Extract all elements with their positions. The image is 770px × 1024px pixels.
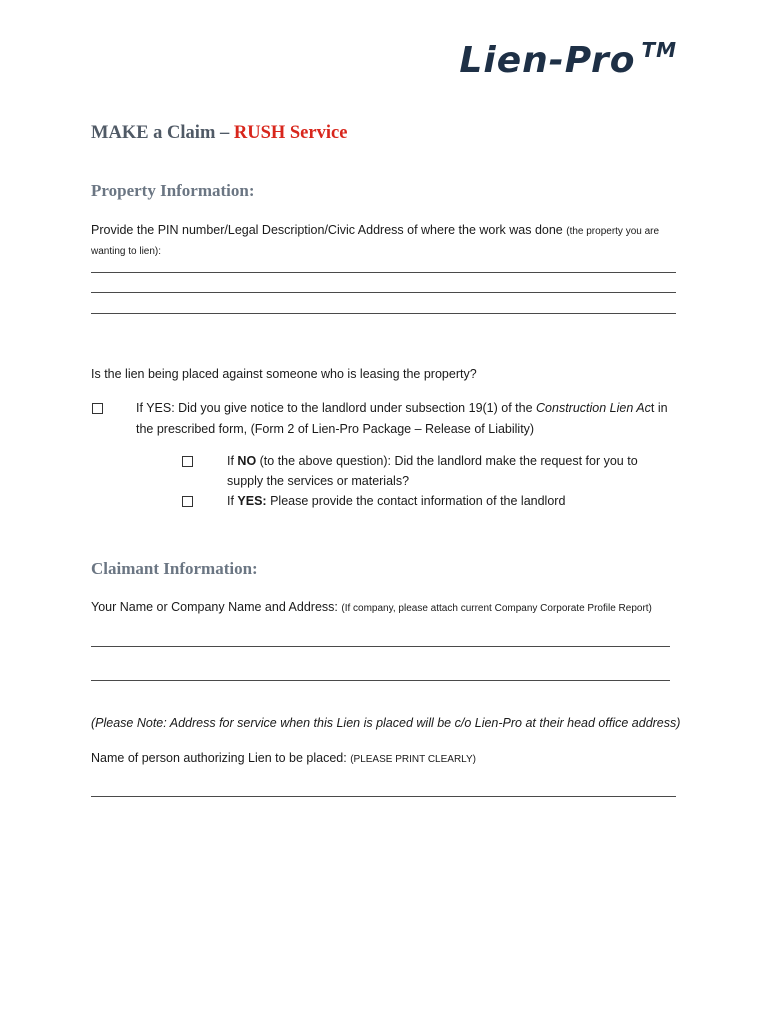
landlord-contact-text — [227, 491, 565, 511]
claimant-answer-line-2[interactable] — [91, 680, 670, 681]
no-pre: If — [227, 454, 238, 468]
no-bold: NO — [237, 454, 257, 468]
notice-text-pre: If YES: Did you give notice to the landlord under subsection 19(1) of the — [136, 401, 537, 415]
property-information-heading: Property Information: — [91, 181, 255, 200]
property-prompt-note: (the property you are — [566, 226, 660, 237]
property-answer-line-1[interactable] — [91, 272, 676, 273]
notice-given-checkbox[interactable] — [92, 403, 103, 414]
property-answer-line-3[interactable] — [91, 313, 676, 314]
print-clearly-note: (PLEASE PRINT CLEARLY) — [350, 754, 476, 765]
yes2-pre: If — [227, 494, 238, 508]
claimant-name-label-text: Your Name or Company Name and Address: — [91, 600, 342, 614]
page-title — [91, 123, 347, 144]
claimant-answer-line-1[interactable] — [91, 646, 670, 647]
title-prefix: MAKE a Claim – — [91, 123, 234, 143]
lien-pro-logo — [459, 40, 677, 90]
landlord-request-text-line2: supply the services or materials? — [227, 474, 410, 488]
notice-given-text-line2: the prescribed form, (Form 2 of Lien-Pro Package – Release of Liability) — [136, 422, 535, 436]
construction-lien-act-italic: Construction Lien Ac — [536, 401, 651, 415]
no-post: (to the above question): Did the landlord make the request for you to — [256, 454, 638, 468]
lease-question: Is the lien being placed against someone who is leasing the property? — [91, 367, 477, 381]
claimant-information-heading: Claimant Information: — [91, 559, 258, 578]
authorizing-person-label-text: Name of person authorizing Lien to be placed: — [91, 751, 351, 765]
landlord-request-checkbox[interactable] — [182, 456, 193, 467]
yes2-bold: YES: — [237, 494, 267, 508]
service-address-note: (Please Note: Address for service when this Lien is placed will be c/o Lien-Pro at their head office address) — [91, 716, 681, 730]
title-rush-service: RUSH Service — [233, 123, 348, 143]
landlord-request-text-line1 — [227, 451, 687, 471]
property-answer-line-2[interactable] — [91, 292, 676, 293]
authorizing-person-label — [91, 748, 476, 770]
logo-trademark: TM — [641, 38, 677, 62]
claimant-name-label — [91, 597, 711, 619]
authorizing-person-line[interactable] — [91, 796, 676, 797]
claimant-name-note: (If company, please attach current Company Corporate Profile Report) — [341, 603, 652, 614]
notice-text-post: t in — [650, 401, 668, 415]
property-prompt — [91, 220, 691, 242]
landlord-contact-checkbox[interactable] — [182, 496, 193, 507]
yes2-post: Please provide the contact information of the landlord — [266, 494, 566, 508]
property-prompt-note-line2: wanting to lien): — [91, 246, 162, 257]
logo-text: Lien-Pro — [459, 40, 636, 81]
property-prompt-text: Provide the PIN number/Legal Description/Civic Address of where the work was done — [91, 223, 567, 237]
notice-given-text-line1 — [136, 398, 696, 418]
